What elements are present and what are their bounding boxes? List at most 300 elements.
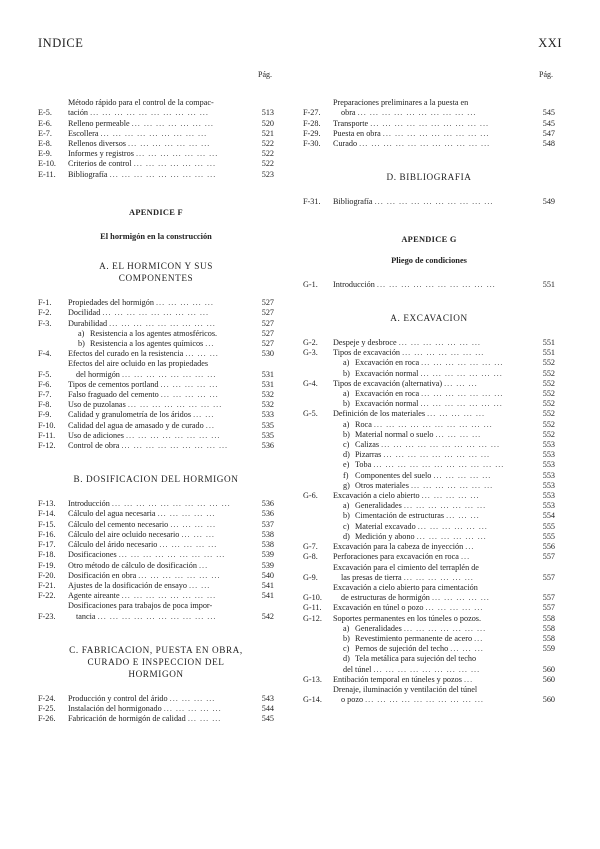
entry-title — [68, 431, 250, 441]
toc-entry — [38, 591, 274, 601]
entry-letter: b) — [78, 339, 85, 349]
entry-title-text: Transporte — [333, 118, 369, 128]
entry-code: F-10. — [38, 420, 56, 430]
entry-page-number: 553 — [542, 460, 555, 470]
entry-page-number: 527 — [261, 318, 274, 328]
leader-dots: ... ... ... ... ... — [159, 540, 218, 550]
entry-title-text: Instalación del hormigonado — [68, 703, 162, 713]
entry-title-continuation: o pozo — [341, 695, 364, 705]
entry-title — [68, 139, 250, 149]
entry-letter: a) — [343, 501, 350, 511]
entry-page-number: 557 — [542, 593, 555, 603]
entry-code: F-22. — [38, 591, 56, 601]
toc-entry — [38, 349, 274, 359]
entry-code: F-18. — [38, 550, 56, 560]
entry-title-text: Bibliografía — [333, 197, 373, 207]
appendix-f-subtitle: El hormigón en la construcción — [100, 232, 212, 242]
entry-title-line: Escollera — [68, 128, 99, 138]
entry-page-number: 552 — [542, 399, 555, 409]
toc-entry — [303, 409, 555, 419]
entry-title — [333, 501, 531, 511]
toc-entry — [38, 421, 274, 431]
toc-entry — [303, 197, 555, 207]
entry-code: F-4. — [38, 349, 52, 359]
entry-code: G-6. — [303, 491, 318, 501]
toc-entry — [38, 170, 274, 180]
entry-page-number: 522 — [261, 159, 274, 169]
toc-entry — [38, 339, 274, 349]
entry-page-number: 532 — [261, 400, 274, 410]
leader-dots: ... ... ... ... ... ... ... ... ... — [109, 318, 216, 328]
entry-code: G-4. — [303, 378, 318, 388]
entry-title-text: Resistencia a los agentes químicos — [90, 339, 204, 349]
section-b-heading: B. DOSIFICACION DEL HORMIGON — [73, 474, 239, 485]
toc-entry — [38, 530, 274, 540]
toc-entry — [303, 471, 555, 481]
leader-dots: ... ... ... ... ... ... ... ... ... — [109, 169, 217, 179]
entry-title — [68, 441, 250, 451]
entry-title-text: Docilidad — [68, 308, 101, 318]
entry-page-number: 553 — [542, 450, 555, 460]
entry-title-text: Dosificaciones — [68, 550, 117, 560]
leader-dots: ... ... ... — [444, 378, 478, 388]
entry-title-text: Cálculo del árido necesario — [68, 540, 158, 550]
toc-entry — [303, 420, 555, 430]
leader-dots: ... ... ... ... ... ... ... ... ... ... — [97, 611, 217, 621]
entry-code: F-25. — [38, 703, 56, 713]
entry-code: F-23. — [38, 611, 56, 621]
leader-dots: ... ... ... ... ... ... ... — [402, 348, 485, 358]
entry-code: F-8. — [38, 400, 52, 410]
leader-dots: ... ... ... ... — [169, 693, 216, 703]
leader-dots: ... ... ... ... ... ... ... — [403, 501, 487, 511]
entry-title — [333, 129, 531, 139]
entry-page-number: 551 — [542, 279, 555, 289]
page-column-label-right: Pág. — [539, 70, 553, 79]
entry-code: F-20. — [38, 570, 56, 580]
toc-entry — [38, 540, 274, 550]
toc-entry — [303, 440, 555, 450]
entry-page-number: 553 — [542, 491, 555, 501]
entry-page-number: 553 — [542, 440, 555, 450]
d-items — [303, 197, 555, 207]
entry-page-number: 541 — [261, 591, 274, 601]
entry-letter: a) — [343, 358, 350, 368]
page-column-label: Pág. — [258, 70, 272, 79]
entry-page-number: 552 — [542, 429, 555, 439]
entry-page-number: 560 — [542, 664, 555, 674]
toc-entry — [303, 511, 555, 521]
top-items — [303, 98, 555, 149]
b-items — [38, 499, 274, 621]
toc-entry — [303, 501, 555, 511]
entry-code: F-11. — [38, 430, 56, 440]
c-items — [38, 694, 274, 725]
leader-dots: ... ... ... ... ... ... — [416, 531, 487, 541]
entry-letter: a) — [343, 623, 350, 633]
entry-page-number: 530 — [261, 349, 274, 359]
leader-dots: ... ... ... ... ... ... ... — [410, 480, 494, 490]
entry-title-line: Rellenos diversos — [68, 139, 126, 149]
entry-code: G-9. — [303, 572, 318, 582]
entry-title-line: Método rápido para el control de la compac- — [68, 98, 214, 108]
entry-title-text: Resistencia a los agentes atmosféricos. — [90, 328, 218, 338]
entry-page-number: 552 — [542, 358, 555, 368]
entry-title — [68, 339, 250, 349]
toc-entry — [38, 139, 274, 149]
entry-letter: e) — [343, 460, 350, 470]
entry-title — [68, 308, 250, 318]
entry-title — [333, 522, 531, 532]
entry-title-text: Durabilidad — [68, 318, 108, 328]
toc-entry — [303, 129, 555, 139]
entry-title-continuation: obra — [341, 108, 356, 118]
entry-title-line: Criterios de control — [68, 159, 132, 169]
toc-entry — [303, 98, 555, 118]
entry-code: E-7. — [38, 128, 52, 138]
entry-page-number: 552 — [542, 368, 555, 378]
entry-page-number: 535 — [261, 420, 274, 430]
toc-entry — [38, 499, 274, 509]
entry-letter: f) — [343, 470, 349, 480]
entry-code: F-3. — [38, 318, 52, 328]
entry-title — [333, 399, 531, 409]
toc-entry — [38, 319, 274, 329]
entry-title-text: Calidad del agua de amasado y de curado — [68, 420, 204, 430]
entry-title-text: Tipos de excavación — [333, 348, 401, 358]
leader-dots: ... — [205, 339, 215, 349]
toc-entry — [38, 298, 274, 308]
leader-dots: ... ... ... ... ... ... ... ... ... ... — [370, 118, 490, 128]
entry-page-number: 556 — [542, 542, 555, 552]
entry-page-number: 536 — [261, 499, 274, 509]
entry-title — [68, 591, 250, 601]
leader-dots: ... ... ... ... ... ... ... ... — [121, 369, 217, 379]
entry-letter: b) — [343, 368, 350, 378]
entry-title — [333, 420, 531, 430]
entry-title — [68, 170, 250, 180]
entry-title-text: Pernos de sujeción del techo — [355, 644, 449, 654]
leader-dots: ... ... ... ... ... ... ... ... — [125, 430, 221, 440]
leader-dots: ... ... ... ... ... ... ... ... ... — [118, 550, 226, 560]
entry-title — [68, 349, 250, 359]
entry-title-text: Introducción — [68, 499, 110, 509]
entry-page-number: 527 — [261, 328, 274, 338]
right-column — [303, 70, 555, 705]
leader-dots: ... ... ... ... ... — [421, 491, 480, 501]
entry-page-number: 539 — [261, 550, 274, 560]
entry-title — [68, 421, 250, 431]
toc-entry — [303, 603, 555, 613]
leader-dots: ... ... ... ... ... — [425, 603, 484, 613]
entry-page-number: 513 — [261, 108, 274, 118]
entry-title-line: Relleno permeable — [68, 118, 130, 128]
leader-dots: ... ... ... ... ... ... ... ... ... ... — [376, 279, 496, 289]
entry-title-text: Excavación en roca — [355, 389, 420, 399]
entry-page-number: 547 — [542, 128, 555, 138]
entry-code: F-29. — [303, 128, 321, 138]
entry-title — [68, 400, 250, 410]
entry-letter: c) — [343, 440, 350, 450]
entry-title — [68, 714, 250, 724]
entry-title-text: Curado — [333, 139, 358, 149]
entry-title — [68, 159, 250, 169]
entry-code: F-12. — [38, 441, 56, 451]
entry-title-text: Drenaje, iluminación y ventilación del túnel — [333, 684, 478, 694]
left-column — [38, 70, 274, 724]
header-right: XXI — [538, 36, 562, 50]
entry-title — [333, 280, 531, 290]
entry-code: G-1. — [303, 279, 318, 289]
entry-title — [68, 329, 250, 339]
leader-dots: ... ... ... ... ... ... ... ... ... — [102, 308, 209, 318]
entry-title-text: Dosificaciones para trabajos de poca impor- — [68, 601, 213, 611]
entry-title-text: Cálculo del agua necesaria — [68, 509, 156, 519]
toc-entry — [303, 389, 555, 399]
entry-title-text: Producción y control del árido — [68, 693, 168, 703]
toc-entry — [38, 520, 274, 530]
leader-dots: ... ... ... ... ... ... ... ... ... — [100, 128, 208, 138]
leader-dots: ... ... ... ... ... — [160, 379, 219, 389]
entry-title-text: Roca — [355, 419, 372, 429]
entry-page-number: 527 — [261, 298, 274, 308]
entry-title — [333, 491, 531, 501]
leader-dots: ... — [465, 542, 475, 552]
entry-letter: b) — [343, 429, 350, 439]
entry-page-number: 540 — [261, 570, 274, 580]
entry-code: E-8. — [38, 139, 52, 149]
leader-dots: ... ... ... ... ... ... ... — [131, 118, 214, 128]
toc-entry — [303, 119, 555, 129]
entry-code: G-12. — [303, 613, 322, 623]
entry-title — [68, 601, 250, 621]
toc-entry — [38, 359, 274, 379]
entry-title-text: Falso fraguado del cemento — [68, 390, 159, 400]
entry-title — [333, 338, 531, 348]
entry-title-text: Preparaciones preliminares a la puesta en — [333, 98, 469, 108]
entry-title — [68, 119, 250, 129]
entry-title-text: Excavación normal — [355, 399, 419, 409]
entry-title-text: Calidad y granulometría de los áridos — [68, 410, 192, 420]
entry-code: F-7. — [38, 390, 52, 400]
entry-code: G-5. — [303, 409, 318, 419]
entry-code: G-14. — [303, 695, 322, 705]
toc-entry — [303, 358, 555, 368]
entry-title — [68, 319, 250, 329]
entry-letter: d) — [343, 450, 350, 460]
entry-page-number: 541 — [261, 580, 274, 590]
entry-code: E-10. — [38, 159, 56, 169]
entry-title — [333, 471, 531, 481]
entry-code: E-5. — [38, 108, 52, 118]
entry-code: F-5. — [38, 369, 52, 379]
entry-title-text: Toba — [355, 460, 372, 470]
entry-letter: a) — [343, 419, 350, 429]
entry-page-number: 553 — [542, 480, 555, 490]
entry-letter: b) — [343, 633, 350, 643]
entry-title-text: Ajustes de la dosificación de ensayo — [68, 580, 187, 590]
leader-dots: ... — [463, 674, 474, 684]
section-c-heading: C. FABRICACION, PUESTA EN OBRA, CURADO E INSPECCION DEL HORMIGON — [69, 644, 243, 679]
leader-dots: ... ... ... ... ... ... ... ... ... ... — [365, 695, 484, 705]
leader-dots: ... — [474, 633, 484, 643]
entry-title-text: Tipos de cementos portland — [68, 379, 159, 389]
entry-page-number: 558 — [542, 623, 555, 633]
entry-page-number: 552 — [542, 409, 555, 419]
entry-page-number: 548 — [542, 139, 555, 149]
leader-dots: ... ... ... ... ... ... ... ... ... — [121, 441, 229, 451]
entry-title — [333, 563, 531, 583]
toc-entry — [303, 491, 555, 501]
toc-entry — [38, 714, 274, 724]
entry-page-number: 560 — [542, 674, 555, 684]
entry-page-number: 536 — [261, 441, 274, 451]
entry-code: G-7. — [303, 542, 318, 552]
entry-title — [68, 499, 250, 509]
toc-entry — [38, 571, 274, 581]
toc-entry — [38, 329, 274, 339]
entry-title — [333, 450, 531, 460]
entry-title — [68, 149, 250, 159]
leader-dots: ... ... ... ... ... ... ... — [128, 139, 211, 149]
toc-entry — [303, 369, 555, 379]
toc-entry — [303, 634, 555, 644]
entry-title-text: Control de obra — [68, 441, 120, 451]
entry-title — [333, 440, 531, 450]
toc-entry — [303, 399, 555, 409]
entry-title — [333, 654, 531, 674]
toc-entry — [303, 338, 555, 348]
toc-entry — [38, 704, 274, 714]
leader-dots: ... ... ... ... ... ... ... ... ... ... — [357, 108, 477, 118]
e-items — [38, 98, 274, 180]
leader-dots: ... ... ... ... ... — [156, 298, 214, 308]
leader-dots: ... ... ... ... ... ... ... ... ... — [382, 128, 490, 138]
leader-dots: ... ... ... — [450, 644, 484, 654]
leader-dots: ... — [198, 560, 209, 570]
leader-dots: ... ... ... ... ... ... ... — [136, 149, 219, 159]
leader-dots: ... ... ... ... ... ... ... ... ... ... — [373, 419, 493, 429]
entry-title-text: Excavación a cielo abierto — [333, 491, 420, 501]
entry-title — [68, 298, 250, 308]
entry-letter: d) — [343, 531, 350, 541]
toc-entry — [38, 149, 274, 159]
entry-title-text: Fabricación de hormigón de calidad — [68, 714, 186, 724]
leader-dots: ... ... ... — [181, 529, 215, 539]
entry-title-text: Propiedades del hormigón — [68, 298, 154, 308]
leader-dots: ... ... ... ... ... — [427, 409, 486, 419]
entry-page-number: 522 — [261, 149, 274, 159]
toc-entry — [303, 614, 555, 624]
leader-dots: ... ... ... ... ... ... ... — [403, 623, 487, 633]
entry-title-text: Componentes del suelo — [355, 470, 432, 480]
entry-title — [68, 581, 250, 591]
entry-page-number: 538 — [261, 529, 274, 539]
entry-code: F-27. — [303, 108, 321, 118]
entry-title-text: Uso de puzolanas — [68, 400, 126, 410]
entry-page-number: 553 — [542, 470, 555, 480]
toc-entry — [303, 450, 555, 460]
entry-code: F-16. — [38, 529, 56, 539]
entry-code: F-6. — [38, 379, 52, 389]
entry-page-number: 551 — [542, 348, 555, 358]
entry-title — [68, 380, 250, 390]
appendix-g-subtitle: Pliego de condiciones — [391, 255, 467, 265]
entry-title-text: Agente aireante — [68, 591, 120, 601]
toc-entry — [303, 675, 555, 685]
leader-dots: ... ... ... ... ... ... ... — [421, 389, 504, 399]
entry-page-number: 531 — [261, 369, 274, 379]
entry-code: F-19. — [38, 560, 56, 570]
toc-entry — [303, 522, 555, 532]
header-left: INDICE — [38, 36, 84, 50]
entry-page-number: 537 — [261, 519, 274, 529]
entry-title — [333, 552, 531, 562]
leader-dots: ... ... ... — [187, 714, 222, 724]
leader-dots: ... ... ... ... ... ... ... ... ... ... — [90, 108, 209, 118]
entry-code: E-6. — [38, 118, 52, 128]
toc-entry — [38, 308, 274, 318]
section-d-heading: D. BIBLIOGRAFIA — [386, 172, 472, 183]
leader-dots: ... ... ... ... ... — [157, 509, 216, 519]
entry-page-number: 520 — [261, 118, 274, 128]
entry-page-number: 544 — [261, 703, 274, 713]
entry-page-number: 531 — [261, 379, 274, 389]
entry-title — [68, 390, 250, 400]
entry-page-number: 521 — [261, 128, 274, 138]
entry-code: E-11. — [38, 169, 56, 179]
entry-title-line: tación — [68, 108, 89, 118]
entry-title-text: Cálculo del aire ocluido necesario — [68, 529, 180, 539]
entry-page-number: 533 — [261, 410, 274, 420]
leader-dots: ... ... ... ... ... — [433, 470, 492, 480]
entry-title-text: Generalidades — [355, 501, 402, 511]
entry-code: F-21. — [38, 580, 56, 590]
entry-code: F-26. — [38, 714, 56, 724]
entry-title-continuation: del túnel — [343, 664, 372, 674]
entry-code: G-3. — [303, 348, 318, 358]
entry-title — [333, 644, 531, 654]
leader-dots: ... ... — [188, 580, 211, 590]
leader-dots: ... ... ... ... ... ... — [403, 572, 474, 582]
toc-entry — [303, 481, 555, 491]
entry-code: F-15. — [38, 519, 56, 529]
toc-entry — [38, 119, 274, 129]
entry-title — [333, 430, 531, 440]
toc-entry — [303, 348, 555, 358]
toc-entry — [303, 644, 555, 654]
entry-title — [333, 358, 531, 368]
toc-entry — [38, 561, 274, 571]
entry-title — [68, 410, 250, 420]
toc-entry — [38, 400, 274, 410]
entry-title — [333, 389, 531, 399]
entry-title-text: Medición y abono — [355, 531, 415, 541]
leader-dots: ... ... ... ... ... ... ... ... ... ... ... — [359, 139, 491, 149]
leader-dots: ... ... ... ... — [170, 519, 217, 529]
entry-page-number: 558 — [542, 613, 555, 623]
toc-entry — [38, 431, 274, 441]
entry-title-text: Calizas — [355, 440, 380, 450]
entry-code: G-11. — [303, 603, 322, 613]
entry-title-text: Material excavado — [355, 521, 416, 531]
entry-title-continuation: del hormigón — [76, 369, 120, 379]
toc-entry — [303, 460, 555, 470]
entry-title — [68, 520, 250, 530]
toc-entry — [303, 542, 555, 552]
entry-title-text: Generalidades — [355, 623, 402, 633]
toc-entry — [38, 98, 274, 118]
